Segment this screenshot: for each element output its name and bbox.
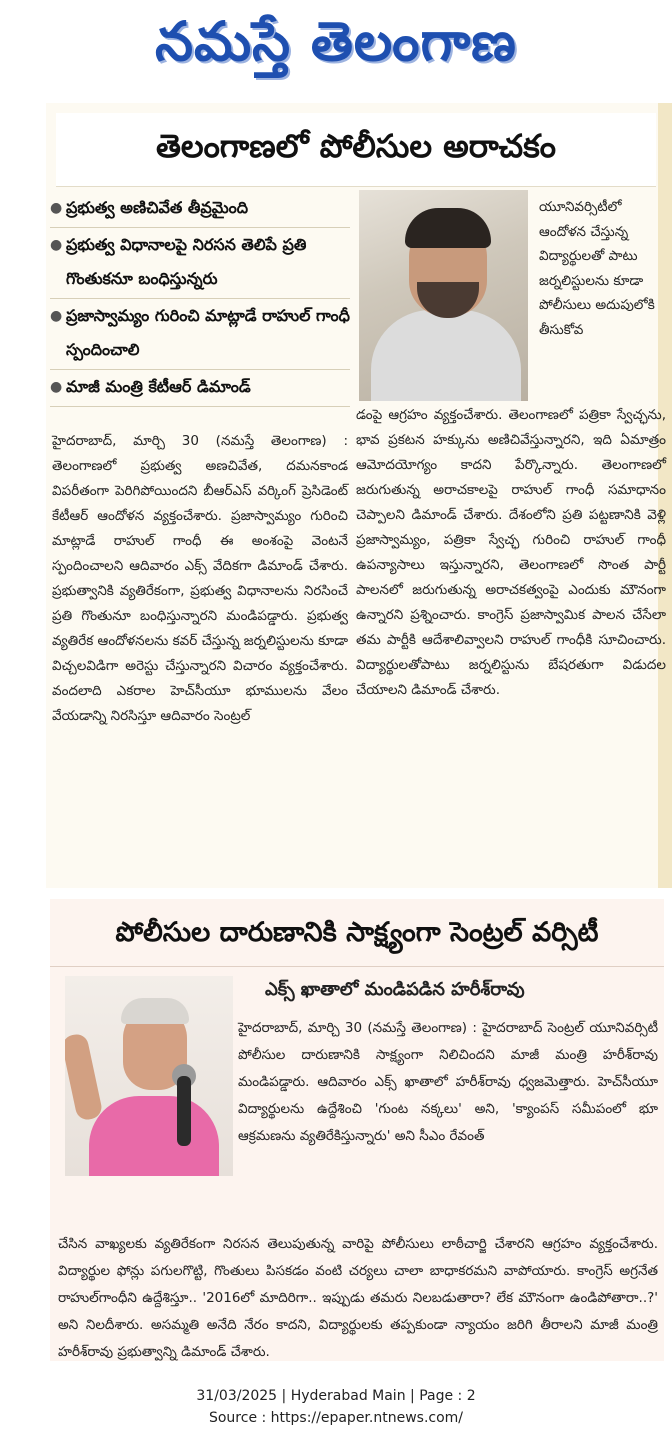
newspaper-masthead [0,0,672,96]
bullet-item [50,370,350,407]
bullet-text: మాజీ మంత్రి కేటీఆర్ డిమాండ్ [66,377,251,396]
footer-source: Source : https://epaper.ntnews.com/ [208,1410,464,1426]
article-column-left: హైదరాబాద్, మార్చి 30 (నమస్తే తెలంగాణ) : తెలంగాణలో ప్రభుత్వ అణచివేత, దమనకాండ విపరీతంగా పెరిగిపోయిందని బీఆర్ఎస్ వర్కింగ్ ప్రెసిడెంట్ కేటీఆర్ ఆందోళన వ్యక్తంచేశారు. ప్రజాస్వామ్యం గురించి మాట్లాడే రాహుల్ గాంధీ ఈ అంశంపై వెంటనే స్పందించాలని ఆదివారం ఎక్స్ వేదికగా డిమాండ్ చేశారు. ప్రభుత్వానికి వ్యతిరేకంగా, ప్రభుత్వ విధానాలను నిరసించే ప్రతి గొంతునూ బంధిస్తున్నారని మండిపడ్డారు. ప్రభుత్వ వ్యతిరేక ఆందోళనలను కవర్ చేస్తున్న జర్నలిస్టులను కూడా విచ్చలవిడిగా అరెస్టు చేస్తున్నారని విచారం వ్యక్తంచేశారు. వందలాది ఎకరాల హెచ్‌సీయూ భూములను వేలం వేయడాన్ని నిరసిస్తూ ఆదివారం సెంట్రల్ [52,433,348,724]
story-subheadline: ఎక్స్ ఖాతాలో మండిపడిన హరీశ్‌రావు [265,979,525,1000]
bullet-text: ప్రజాస్వామ్యం గురించి మాట్లాడే రాహుల్ గాంధీ స్పందించాలి [66,306,350,359]
bullet-icon: ● [50,200,63,216]
story-headline [50,905,664,967]
bullet-icon: ● [50,379,63,395]
bullet-icon: ● [50,237,63,253]
bullet-item [50,228,350,299]
masthead-title: నమస్తే తెలంగాణ [155,9,517,73]
photo-shirt [89,1096,219,1176]
ktr-photo [359,190,528,401]
photo-hair [405,208,491,248]
article-body-bottom: చేసిన వాఖ్యలకు వ్యతిరేకంగా నిరసన తెలుపుతున్న వారిపై పోలీసులు లాఠీచార్జి చేశారని ఆగ్రహం వ్యక్తంచేశారు. విద్యార్థుల ఫోన్లు పగులగొట్టి, గొంతులు పిసకడం వంటి చర్యలు చాలా బాధాకరమని వాపోయారు. కాంగ్రెస్ అగ్రనేత రాహుల్‌గాంధీని ఉద్దేశిస్తూ.. '2016లో మాదిరిగా.. ఇప్పుడు తమరు నిలబడుతారా? లేక మౌనంగా ఉండిపోతారా..?' అని నిలదీశారు. అసమ్మతి అనేది నేరం కాదని, విద్యార్థులకు తప్పకుండా న్యాయం జరిగి తీరాలని మాజీ మంత్రి హరీశ్‌రావు ప్రభుత్వాన్ని డిమాండ్ చేశారు. [58,1236,658,1360]
photo-hair [121,998,189,1024]
article-column-right-top: యూనివర్సిటీలో ఆందోళన చేస్తున్న విద్యార్థులతో పాటు జర్నలిస్టులను కూడా పోలీసులు అదుపులోకి తీసుకోవ [539,199,655,338]
bullet-icon: ● [50,308,63,324]
bullet-text: ప్రభుత్వ విధానాలపై నిరసన తెలిపే ప్రతి గొంతుకనూ బంధిస్తున్నరు [66,235,307,288]
article-body-top: హైదరాబాద్, మార్చి 30 (నమస్తే తెలంగాణ) : హైదరాబాద్ సెంట్రల్ యూనివర్సిటీ పోలీసుల దారుణానికి సాక్ష్యంగా నిలిచిందని మాజీ మంత్రి హరీశ్‌రావు మండిపడ్డారు. ఆదివారం ఎక్స్ ఖాతాలో హరీశ్‌రావు ధ్వజమెత్తారు. హెచ్‌సీయూ విద్యార్థులను ఉద్దేశించి 'గుంట నక్కలు' అని, 'క్యాంపస్ సమీపంలో భూ ఆక్రమణను వ్యతిరేకిస్తున్నారు' అని సీఎం రేవంత్ [238,1020,658,1144]
headline-text: పోలీసుల దారుణానికి సాక్ష్యంగా సెంట్రల్ వర్సిటీ [115,916,599,948]
story-headline [56,113,656,187]
photo-arm [65,1032,104,1122]
bullet-text: ప్రభుత్వ అణిచివేత తీవ్రమైంది [66,198,249,217]
headline-text: తెలంగాణలో పోలీసుల అరాచకం [155,126,556,165]
bullet-item [50,299,350,370]
microphone-handle [177,1076,191,1146]
footer-dateline: 31/03/2025 | Hyderabad Main | Page : 2 [196,1388,476,1404]
story-ktr [46,103,672,888]
photo-shirt [371,310,521,401]
article-column-right: డంపై ఆగ్రహం వ్యక్తంచేశారు. తెలంగాణలో పత్రికా స్వేచ్ఛను, భావ ప్రకటన హక్కును అణిచివేస్తున్నారని, ఇది ఏమాత్రం ఆమోదయోగ్యం కాదని పేర్కొన్నారు. తెలంగాణలో జరుగుతున్న అరాచకాలపై రాహుల్ గాంధీ సమాధానం చెప్పాలని డిమాండ్ చేశారు. దేశంలోని ప్రతి పట్టణానికి వెళ్లి ప్రజాస్వామ్యం, పత్రికా స్వేచ్ఛ గురించి రాహుల్ గాంధీ ఉపన్యాసాలు ఇస్తున్నారని, తెలంగాణలో సొంత పార్టీ పాలనలో జరుగుతున్న అరాచకత్వంపై ఎందుకు మౌనంగా ఉన్నారని ప్రశ్నించారు. కాంగ్రెస్ ప్రజాస్వామిక పాలన చేసేలా తమ పార్టీకి ఆదేశాలివ్వాలని రాహుల్ గాంధీకి సూచించారు. విద్యార్థులతోపాటు జర్నలిస్టును బేషరతుగా విడుదల చేయాలని డిమాండ్ చేశారు. [356,407,666,698]
harish-rao-photo [65,976,233,1176]
bullet-item [50,191,350,228]
page-footer [0,1385,672,1429]
story-harish-rao [50,899,664,1361]
highlight-bullets [50,191,350,407]
